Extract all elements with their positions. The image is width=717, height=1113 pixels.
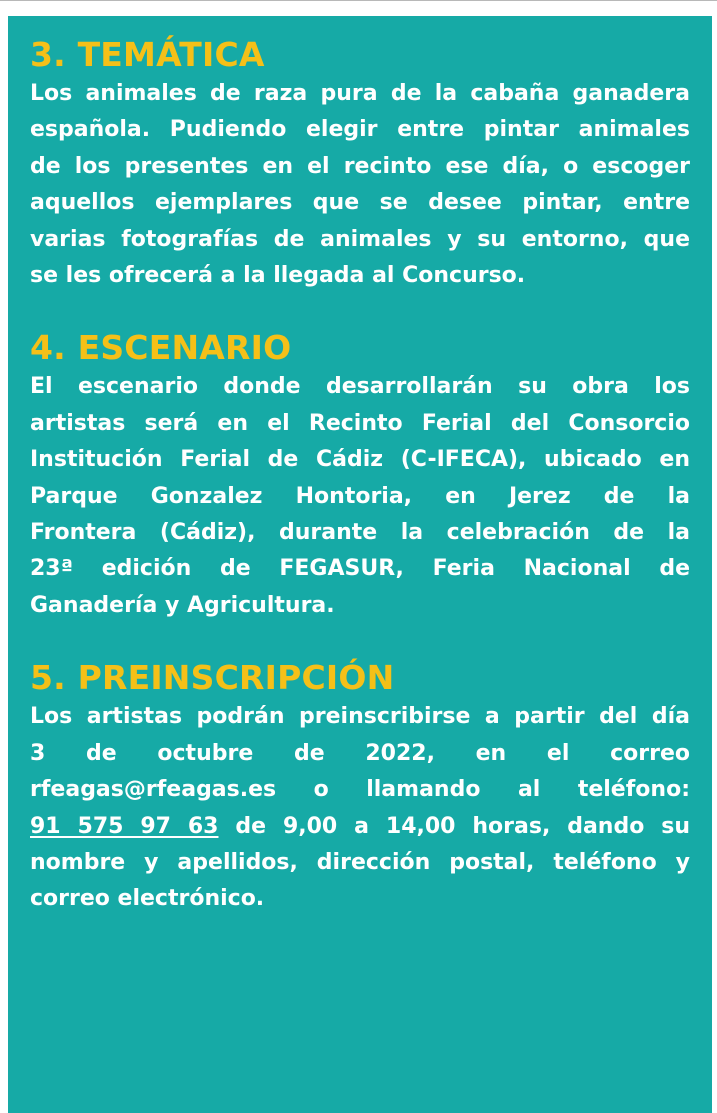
text-line: Parque Gonzalez Hontoria, en Jerez de la xyxy=(30,483,690,509)
text-line: 23ª edición de FEGASUR, Feria Nacional de xyxy=(30,556,690,582)
section-body xyxy=(30,369,690,624)
info-panel xyxy=(8,16,712,1113)
text-line: Institución Ferial de Cádiz (C-IFECA), ubicado en xyxy=(30,447,690,473)
section-heading: 5. PREINSCRIPCIÓN xyxy=(30,658,395,698)
text-line: nombre y apellidos, dirección postal, teléfono y xyxy=(30,849,690,875)
section-body xyxy=(30,699,690,917)
section-preinscripcion xyxy=(30,657,690,917)
section-heading: 3. TEMÁTICA xyxy=(30,35,265,74)
top-divider xyxy=(0,0,717,1)
text-line: varias fotografías de animales y su entorno, que xyxy=(30,226,690,252)
text-line: Frontera (Cádiz), durante la celebración de la xyxy=(30,520,690,546)
text-line: artistas será en el Recinto Ferial del Consorcio xyxy=(30,410,690,436)
section-body xyxy=(30,76,690,294)
text-line: 3 de octubre de 2022, en el correo xyxy=(30,740,690,766)
text-line: Los artistas podrán preinscribirse a partir del día xyxy=(30,704,690,730)
text-line: se les ofrecerá a la llegada al Concurso. xyxy=(30,263,526,289)
text-line: El escenario donde desarrollarán su obra los xyxy=(30,374,690,400)
phone-hours-text: de 9,00 a 14,00 horas, dando su xyxy=(218,813,690,839)
section-heading: 4. ESCENARIO xyxy=(30,328,292,368)
section-tematica xyxy=(30,34,690,294)
phone-line xyxy=(30,809,690,845)
text-line: española. Pudiendo elegir entre pintar animales xyxy=(30,117,690,143)
section-escenario xyxy=(30,327,690,624)
text-line: rfeagas@rfeagas.es o llamando al teléfono: xyxy=(30,777,690,803)
text-line: Los animales de raza pura de la cabaña ganadera xyxy=(30,81,690,106)
text-line: correo electrónico. xyxy=(30,886,265,912)
text-line: de los presentes en el recinto ese día, o escoger xyxy=(30,153,690,179)
text-line: Ganadería y Agricultura. xyxy=(30,592,335,618)
text-line: aquellos ejemplares que se desee pintar, entre xyxy=(30,190,690,216)
phone-link[interactable]: 91 575 97 63 xyxy=(30,813,219,839)
